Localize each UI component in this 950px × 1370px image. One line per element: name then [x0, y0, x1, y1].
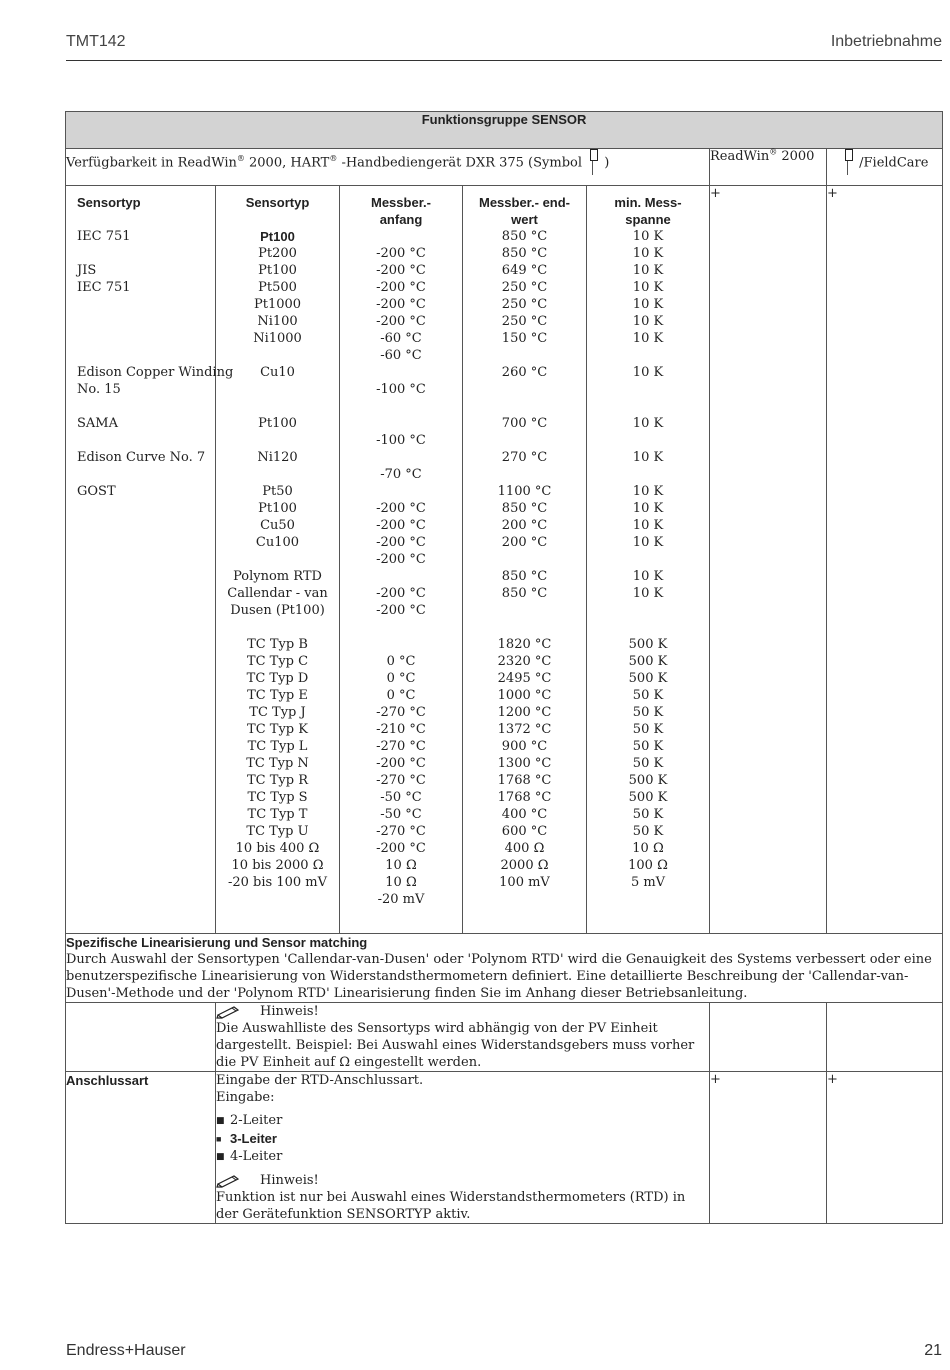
table-cell: 250 °C	[501, 280, 548, 295]
table-cell: TC Typ R	[246, 773, 308, 788]
table-cell	[587, 432, 709, 449]
table-cell	[66, 755, 215, 772]
table-cell: Ni100	[257, 314, 298, 329]
table-cell: 2495 °C	[497, 671, 552, 686]
table-cell	[463, 466, 586, 483]
table-cell: Pt500	[258, 280, 297, 295]
table-cell: 10 bis 400 Ω	[235, 841, 320, 856]
page-number: 21	[924, 1342, 942, 1359]
table-cell: 100 Ω	[628, 858, 668, 873]
table-cell: Cu50	[260, 518, 295, 533]
table-cell	[66, 602, 215, 619]
table-cell: -60 °C	[380, 331, 422, 346]
table-cell	[463, 398, 586, 415]
col-anfang: Messber.- anfang -200 °C -200 °C -200 °C -200 °C -200 °C -60 °C -60 °C -100 °C -100 °C -70 °C -200 °C -200 °C -200 °C -200 °C -200 °C -200 °C 0 °C 0 °C 0 °C -270 °C -210 °C -270 °C -200 °C -270 °C -50 °C -50 °C -270 °C -200 °C 10 Ω 10 Ω -20 mV	[340, 186, 463, 934]
linearisierung-title: Spezifische Linearisierung und Sensor matching	[66, 935, 368, 950]
table-cell: 0 °C	[386, 671, 416, 686]
table-cell: 400 Ω	[504, 841, 545, 856]
table-cell: Polynom RTD	[233, 569, 322, 584]
table-cell: 50 K	[632, 739, 664, 754]
table-cell	[340, 619, 462, 636]
table-cell: -270 °C	[376, 773, 426, 788]
table-cell: 10 Ω	[385, 858, 417, 873]
table-cell	[463, 381, 586, 398]
table-cell: -200 °C	[376, 314, 426, 329]
table-cell	[340, 568, 462, 585]
table-cell	[340, 483, 462, 500]
hinweis-cell	[216, 1003, 710, 1072]
table-cell: TC Typ U	[246, 824, 309, 839]
hinweis-label: Hinweis!	[260, 1173, 319, 1188]
table-cell	[340, 398, 462, 415]
table-cell: -70 °C	[380, 467, 422, 482]
table-cell	[66, 772, 215, 789]
table-cell: 50 K	[632, 722, 664, 737]
table-cell	[216, 619, 339, 636]
table-cell: 700 °C	[501, 416, 548, 431]
table-cell	[216, 551, 339, 568]
table-cell: -50 °C	[380, 790, 422, 805]
table-cell	[66, 296, 215, 313]
table-cell: -20 bis 100 mV	[227, 875, 327, 890]
table-cell	[66, 551, 215, 568]
table-cell	[216, 908, 339, 925]
table-cell: -20 mV	[377, 892, 425, 907]
header-device: TMT142	[66, 33, 126, 50]
table-cell	[66, 653, 215, 670]
table-cell: Dusen (Pt100)	[230, 603, 325, 618]
table-cell: 649 °C	[501, 263, 548, 278]
table-cell: 900 °C	[501, 739, 548, 754]
table-cell	[66, 738, 215, 755]
table-cell: 10 K	[632, 501, 664, 516]
table-cell: -50 °C	[380, 807, 422, 822]
page-header	[66, 30, 942, 61]
table-cell: 1372 °C	[497, 722, 552, 737]
table-cell: TC Typ B	[247, 637, 308, 652]
table-cell: 10 K	[632, 246, 664, 261]
col-spanne: min. Mess- spanne 10 K 10 K 10 K 10 K 10 K 10 K 10 K 10 K 10 K 10 K 10 K 10 K 10 K 10 K 10 K 10 K 500 K 500 K 500 K 50 K 50 K 50 K 50 K 50 K 500 K 500 K 50 K 50 K 10 Ω 100 Ω 5 mV	[587, 186, 710, 934]
table-cell	[66, 891, 215, 908]
table-cell	[216, 398, 339, 415]
table-cell: Pt50	[262, 484, 293, 499]
table-cell	[340, 415, 462, 432]
sensor-data-row	[66, 186, 943, 934]
table-cell: -200 °C	[376, 518, 426, 533]
table-cell: 10 K	[632, 331, 664, 346]
table-cell: 850 °C	[501, 501, 548, 516]
anschlussart-line1: Eingabe der RTD-Anschlussart.	[216, 1073, 424, 1088]
table-cell	[66, 619, 215, 636]
table-cell: IEC 751	[77, 280, 131, 295]
empty-cell	[66, 1003, 216, 1072]
table-cell	[66, 721, 215, 738]
table-cell: 10 K	[632, 416, 664, 431]
table-cell: 500 K	[628, 654, 668, 669]
table-cell: Pt100	[258, 501, 297, 516]
pencil-icon	[216, 1174, 242, 1188]
table-cell: -200 °C	[376, 841, 426, 856]
table-cell: Ni1000	[253, 331, 302, 346]
table-cell: JIS	[77, 263, 97, 278]
table-cell: 10 K	[632, 569, 664, 584]
table-cell: Pt1000	[253, 297, 302, 312]
table-cell	[587, 551, 709, 568]
table-cell: -270 °C	[376, 705, 426, 720]
table-cell: TC Typ L	[247, 739, 308, 754]
table-cell	[340, 636, 462, 653]
anschlussart-label-cell	[66, 1072, 216, 1224]
table-cell	[463, 602, 586, 619]
table-cell: -100 °C	[376, 382, 426, 397]
readwin-plus: +	[710, 1072, 827, 1224]
table-cell	[66, 704, 215, 721]
table-cell: Pt100	[260, 229, 295, 244]
header-section: Inbetriebnahme	[830, 33, 942, 50]
table-cell	[66, 466, 215, 483]
table-cell: 10 K	[632, 297, 664, 312]
table-cell	[587, 466, 709, 483]
table-cell	[340, 228, 462, 245]
table-cell: 10 K	[632, 229, 664, 244]
table-cell: 400 °C	[501, 807, 548, 822]
table-cell: 500 K	[628, 790, 668, 805]
table-cell	[587, 398, 709, 415]
hinweis-text: Die Auswahlliste des Sensortyps wird abhängig von der PV Einheit dargestellt. Beispiel: Bei Auswahl eines Widerstandsgebers muss vorher die PV Einheit auf Ω eingestellt werden.	[216, 1021, 695, 1070]
table-cell: 1000 °C	[497, 688, 552, 703]
table-cell: 100 mV	[499, 875, 550, 890]
col-sensortyp: Sensortyp Pt100 Pt200 Pt100 Pt500 Pt1000 Ni100 Ni1000 Cu10 Pt100 Ni120 Pt50 Pt100 Cu50 Cu100 Polynom RTD Callendar - van Dusen (Pt100) TC Typ B TC Typ C TC Typ D TC Typ E TC Typ J TC Typ K TC Typ L TC Typ N TC Typ R TC Typ S TC Typ T TC Typ U 10 bis 400 Ω 10 bis 2000 Ω -20 bis 100 mV	[216, 186, 340, 934]
table-cell	[66, 534, 215, 551]
table-cell: -210 °C	[376, 722, 426, 737]
table-cell: IEC 751	[77, 229, 131, 244]
readwin-header: ReadWin® 2000	[710, 149, 827, 186]
table-cell: TC Typ D	[246, 671, 309, 686]
table-cell	[66, 313, 215, 330]
empty-cell	[710, 1003, 827, 1072]
table-cell	[587, 891, 709, 908]
table-cell: -200 °C	[376, 603, 426, 618]
table-cell: 260 °C	[501, 365, 548, 380]
table-cell	[463, 432, 586, 449]
table-cell: 1200 °C	[497, 705, 552, 720]
table-cell: 1820 °C	[497, 637, 552, 652]
availability-cell: Verfügbarkeit in ReadWin® 2000, HART® -Handbediengerät DXR 375 (Symbol )	[66, 149, 710, 186]
linearisierung-cell	[66, 934, 943, 1003]
table-cell: Cu10	[260, 365, 295, 380]
table-cell: 1100 °C	[497, 484, 552, 499]
table-cell: -200 °C	[376, 246, 426, 261]
table-cell: 10 Ω	[632, 841, 664, 856]
table-cell: Ni120	[257, 450, 298, 465]
table-cell: Pt200	[258, 246, 297, 261]
table-cell: -200 °C	[376, 501, 426, 516]
table-cell	[216, 466, 339, 483]
table-cell: 850 °C	[501, 586, 548, 601]
table-title: Funktionsgruppe SENSOR	[66, 112, 943, 149]
table-cell: 10 K	[632, 535, 664, 550]
table-cell: 2320 °C	[497, 654, 552, 669]
table-cell: 10 K	[632, 365, 664, 380]
table-cell: TC Typ J	[249, 705, 306, 720]
table-cell: 270 °C	[501, 450, 548, 465]
table-cell: -200 °C	[376, 586, 426, 601]
table-cell: 250 °C	[501, 297, 548, 312]
table-cell	[66, 840, 215, 857]
sensor-table	[65, 111, 943, 1224]
table-cell: -200 °C	[376, 756, 426, 771]
table-cell: -200 °C	[376, 552, 426, 567]
table-cell: No. 15	[77, 382, 121, 397]
table-cell: 50 K	[632, 807, 664, 822]
table-cell	[216, 347, 339, 364]
table-cell	[66, 670, 215, 687]
list-item: ■ 2-Leiter	[216, 1112, 709, 1130]
table-cell: 10 Ω	[385, 875, 417, 890]
table-cell	[463, 619, 586, 636]
pencil-icon	[216, 1005, 242, 1019]
table-cell	[66, 585, 215, 602]
table-cell	[66, 687, 215, 704]
table-cell: 850 °C	[501, 569, 548, 584]
table-cell	[216, 891, 339, 908]
col-endwert: Messber.- end- wert 850 °C 850 °C 649 °C 250 °C 250 °C 250 °C 150 °C 260 °C 700 °C 270 °C 1100 °C 850 °C 200 °C 200 °C 850 °C 850 °C 1820 °C 2320 °C 2495 °C 1000 °C 1200 °C 1372 °C 900 °C 1300 °C 1768 °C 1768 °C 400 °C 600 °C 400 Ω 2000 Ω 100 mV	[463, 186, 587, 934]
table-cell	[66, 245, 215, 262]
table-cell: 150 °C	[501, 331, 548, 346]
table-cell: Pt100	[258, 263, 297, 278]
table-cell	[587, 619, 709, 636]
table-cell: 50 K	[632, 756, 664, 771]
footer-company: Endress+Hauser	[66, 1342, 186, 1359]
table-cell	[66, 500, 215, 517]
table-cell	[66, 347, 215, 364]
linearisierung-text: Durch Auswahl der Sensortypen 'Callendar-van-Dusen' oder 'Polynom RTD' wird die Genauigkeit des Systems verbessert oder eine benutzerspezifische Linearisierung von Widerstandsthermometern definiert. Eine detaillierte Beschreibung der 'Callendar-van-Dusen'-Methode und der 'Polynom RTD' Linearisierung finden Sie im Anhang dieser Betriebsanleitung.	[66, 952, 932, 1001]
table-cell: TC Typ T	[247, 807, 308, 822]
readwin-plus: +	[710, 186, 827, 934]
table-cell: TC Typ S	[247, 790, 308, 805]
handheld-device-icon	[843, 149, 853, 177]
table-cell: Edison Copper Winding	[77, 365, 234, 380]
table-cell	[216, 381, 339, 398]
table-cell	[340, 449, 462, 466]
table-cell	[463, 891, 586, 908]
table-cell: TC Typ N	[246, 756, 309, 771]
table-cell: Callendar - van	[227, 586, 328, 601]
table-cell: 50 K	[632, 688, 664, 703]
table-cell: 200 °C	[501, 518, 548, 533]
table-cell: SAMA	[77, 416, 118, 431]
table-cell	[66, 908, 215, 925]
table-cell: TC Typ K	[247, 722, 308, 737]
table-cell	[66, 432, 215, 449]
table-cell: TC Typ C	[246, 654, 309, 669]
handheld-device-icon	[588, 149, 598, 177]
table-cell	[463, 551, 586, 568]
table-cell: 500 K	[628, 637, 668, 652]
table-cell: 1300 °C	[497, 756, 552, 771]
fieldcare-plus: +	[827, 1072, 943, 1224]
table-cell	[66, 636, 215, 653]
table-cell	[587, 908, 709, 925]
table-cell: -60 °C	[380, 348, 422, 363]
anschlussart-options	[216, 1112, 709, 1166]
table-cell: 850 °C	[501, 229, 548, 244]
table-cell	[66, 857, 215, 874]
table-cell: 10 K	[632, 314, 664, 329]
table-cell: Pt100	[258, 416, 297, 431]
hinweis-text: Funktion ist nur bei Auswahl eines Widerstandsthermometers (RTD) in der Gerätefunktion SENSORTYP aktiv.	[216, 1190, 686, 1222]
hinweis-label: Hinweis!	[260, 1004, 319, 1019]
table-cell	[66, 823, 215, 840]
table-cell: 1768 °C	[497, 773, 552, 788]
table-cell	[66, 806, 215, 823]
table-cell: -270 °C	[376, 739, 426, 754]
list-item: ■ 4-Leiter	[216, 1148, 709, 1166]
table-cell: 10 K	[632, 586, 664, 601]
table-cell	[216, 432, 339, 449]
table-cell	[587, 381, 709, 398]
fieldcare-header: /FieldCare	[827, 149, 943, 186]
table-cell: 50 K	[632, 705, 664, 720]
table-cell	[587, 347, 709, 364]
table-cell: 850 °C	[501, 246, 548, 261]
table-cell: 500 K	[628, 671, 668, 686]
table-cell: 10 K	[632, 484, 664, 499]
table-cell: -200 °C	[376, 535, 426, 550]
table-cell: 10 K	[632, 280, 664, 295]
table-cell: 10 K	[632, 518, 664, 533]
anschlussart-label: Anschlussart	[66, 1073, 149, 1088]
table-cell: 1768 °C	[497, 790, 552, 805]
table-cell: -200 °C	[376, 297, 426, 312]
table-cell: -100 °C	[376, 433, 426, 448]
table-cell: 250 °C	[501, 314, 548, 329]
table-cell	[66, 568, 215, 585]
table-cell: GOST	[77, 484, 116, 499]
list-item: ■ 3-Leiter	[216, 1130, 709, 1148]
table-cell: 0 °C	[386, 654, 416, 669]
table-cell: 10 bis 2000 Ω	[231, 858, 324, 873]
table-cell: 50 K	[632, 824, 664, 839]
page-footer	[66, 1342, 942, 1360]
table-cell: -270 °C	[376, 824, 426, 839]
empty-cell	[827, 1003, 943, 1072]
table-cell: 200 °C	[501, 535, 548, 550]
table-cell	[66, 517, 215, 534]
table-cell	[463, 347, 586, 364]
table-cell: 10 K	[632, 263, 664, 278]
table-cell	[66, 330, 215, 347]
table-cell: -200 °C	[376, 263, 426, 278]
table-cell: 500 K	[628, 773, 668, 788]
table-cell: 0 °C	[386, 688, 416, 703]
table-cell: -200 °C	[376, 280, 426, 295]
table-cell: 600 °C	[501, 824, 548, 839]
table-cell	[340, 908, 462, 925]
anschlussart-line2: Eingabe:	[216, 1090, 275, 1105]
table-cell	[66, 874, 215, 891]
fieldcare-plus: +	[827, 186, 943, 934]
table-cell: TC Typ E	[247, 688, 308, 703]
table-cell: 2000 Ω	[500, 858, 549, 873]
table-cell: Cu100	[255, 535, 300, 550]
col-standard: Sensortyp IEC 751 JIS IEC 751 Edison Copper Winding No. 15 SAMA Edison Curve No. 7 GOST	[66, 186, 216, 934]
table-cell	[463, 908, 586, 925]
table-cell: 10 K	[632, 450, 664, 465]
table-cell	[587, 602, 709, 619]
table-cell	[66, 789, 215, 806]
table-cell: 5 mV	[630, 875, 666, 890]
anschlussart-cell	[216, 1072, 710, 1224]
table-cell	[340, 364, 462, 381]
table-cell	[66, 398, 215, 415]
table-cell: Edison Curve No. 7	[77, 450, 206, 465]
